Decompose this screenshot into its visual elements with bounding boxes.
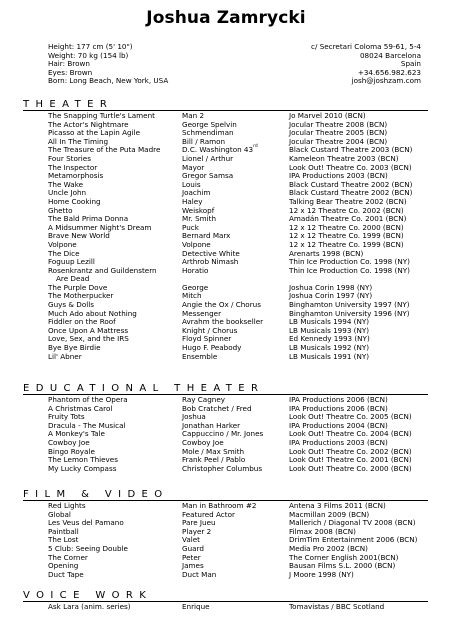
credit-company: J Moore 1998 (NY) [289, 569, 354, 579]
credit-role: Enrique [182, 602, 210, 611]
credit-role: Ray Cagney [182, 395, 225, 404]
credit-company: Media Pro 2002 (BCN) [289, 543, 368, 553]
credit-company: Jocular Theatre 2005 (BCN) [289, 128, 388, 138]
credit-title: Picasso at the Lapin Agile [48, 128, 140, 138]
credit-role: Bernard Marx [182, 231, 231, 241]
credit-role: Joshua [182, 412, 206, 422]
credit-title: The Lost [48, 535, 79, 545]
credit-title: The Inspector [48, 162, 98, 172]
credit-title: Lil' Abner [48, 351, 82, 361]
credit-role: Angie the Ox / Chorus [182, 300, 261, 310]
credit-title: Cowboy Joe [48, 437, 90, 447]
credit-role: Knight / Chorus [182, 325, 238, 335]
credit-row [0, 353, 452, 362]
credit-role: Haley [182, 196, 203, 206]
credit-role: Joachim [182, 188, 211, 198]
credit-role: George Spelvin [182, 119, 237, 129]
section-title: THEATER [23, 99, 114, 110]
credit-title: Brave New World [48, 231, 110, 241]
credit-title: My Lucky Compass [48, 463, 117, 473]
credit-title: Ghetto [48, 205, 73, 215]
personal-detail-line: Hair: Brown [48, 59, 90, 69]
credit-role: Arthrob Nimash [182, 257, 239, 267]
credit-company: Binghamton University 1996 (NY) [289, 308, 410, 318]
credit-title: Paintball [48, 526, 79, 536]
contact-detail-line: c/ Secretari Coloma 59-61, 5-4 [311, 42, 421, 51]
credit-title: Duct Tape [48, 569, 84, 579]
credit-company: Black Custard Theatre 2003 (BCN) [289, 145, 413, 155]
credit-title: Fruity Tots [48, 412, 85, 422]
section-title: VOICE WORK [23, 590, 153, 601]
credit-title: Red Lights [48, 501, 86, 510]
credit-company: Antena 3 Films 2011 (BCN) [289, 501, 386, 510]
credit-title: Opening [48, 561, 79, 571]
contact-detail-line: Spain [400, 59, 421, 69]
credit-company: IPA Productions 2006 (BCN) [289, 395, 388, 404]
credit-title: A Christmas Carol [48, 403, 113, 413]
credit-title: Home Cooking [48, 196, 101, 206]
credit-title: Volpone [48, 239, 77, 249]
personal-details [48, 43, 168, 86]
credit-company: LB Musicals 1994 (NY) [289, 317, 370, 327]
credit-role: Volpone [182, 239, 211, 249]
credit-role: Detective White [182, 248, 240, 258]
credit-company: The Corner English 2001(BCN) [289, 552, 399, 562]
credit-title: The Dice [48, 248, 80, 258]
credit-role: Duct Man [182, 569, 217, 579]
credit-title: Bye Bye Birdie [48, 343, 101, 353]
resume-name: Joshua Zamrycki [146, 8, 306, 28]
credit-title: The Motherpucker [48, 291, 114, 301]
credit-company: Jocular Theatre 2008 (BCN) [289, 119, 388, 129]
credit-company: Look Out! Theatre Co. 2002 (BCN) [289, 446, 412, 456]
credit-row [0, 465, 452, 474]
credit-title: Les Veus del Pamano [48, 518, 124, 528]
credit-company: Look Out! Theatre Co. 2000 (BCN) [289, 463, 412, 473]
credit-company: Thin Ice Production Co. 1998 (NY) [289, 265, 410, 275]
credit-title: Much Ado about Nothing [48, 308, 137, 318]
credit-role: Pare Jueu [182, 518, 216, 528]
credit-role: George [182, 282, 209, 292]
credit-role: Valet [182, 535, 200, 545]
contact-details [311, 43, 421, 86]
credit-company: DrimTim Entertainment 2006 (BCN) [289, 535, 418, 545]
credit-company: Mallerich / Diagonal TV 2008 (BCN) [289, 518, 416, 528]
credit-role: Cappuccino / Mr. Jones [182, 429, 264, 439]
credit-title: Ask Lara (anim. series) [48, 602, 131, 611]
credit-title: The Treasure of the Puta Madre [48, 145, 161, 155]
credit-company: Tomavistas / BBC Scotland [289, 602, 385, 611]
credit-company: 12 x 12 Theatre Co. 1999 (BCN) [289, 239, 404, 249]
credit-role: Player 2 [182, 526, 212, 536]
credit-company: Macmillan 2009 (BCN) [289, 509, 370, 519]
credit-company: IPA Productions 2004 (BCN) [289, 420, 388, 430]
credit-role: Featured Actor [182, 509, 235, 519]
personal-detail-line: Eyes: Brown [48, 67, 93, 77]
credit-role: Mitch [182, 291, 202, 301]
credit-title: All In The Timing [48, 136, 109, 146]
credit-company: Jo Marvel 2010 (BCN) [289, 111, 366, 120]
credit-title: Bingo Royale [48, 446, 95, 456]
credit-title: The Bald Prima Donna [48, 214, 129, 224]
credit-title: Phantom of the Opera [48, 395, 128, 404]
credit-company: Black Custard Theatre 2002 (BCN) [289, 179, 413, 189]
credit-title: Fiddler on the Roof [48, 317, 116, 327]
credit-role: Man 2 [182, 111, 205, 120]
credit-company: LB Musicals 1991 (NY) [289, 351, 370, 361]
credit-title: The Snapping Turtle's Lament [48, 111, 155, 120]
credit-title: The Actor's Nightmare [48, 119, 129, 129]
credit-row [0, 571, 452, 580]
credit-company: Ed Kennedy 1993 (NY) [289, 334, 370, 344]
credit-title: Uncle John [48, 188, 87, 198]
credit-role: Cowboy Joe [182, 437, 224, 447]
credit-company: LB Musicals 1992 (NY) [289, 343, 370, 353]
credit-company: Look Out! Theatre Co. 2004 (BCN) [289, 429, 412, 439]
credit-company: 12 x 12 Theatre Co. 2002 (BCN) [289, 205, 404, 215]
credit-company: Look Out! Theatre Co. 2003 (BCN) [289, 162, 412, 172]
credit-role: Mayor [182, 162, 205, 172]
credit-company: IPA Productions 2003 (BCN) [289, 171, 388, 181]
credit-company: Talking Bear Theatre 2002 (BCN) [289, 196, 407, 206]
credit-role: Gregor Samsa [182, 171, 234, 181]
credit-company: IPA Productions 2006 (BCN) [289, 403, 388, 413]
credit-title: The Lemon Thieves [48, 455, 118, 465]
credit-title: The Purple Dove [48, 282, 108, 292]
credit-role: Bob Cratchet / Fred [182, 403, 252, 413]
credit-role: Mr. Smith [182, 214, 216, 224]
credit-company: Bausan Films S.L. 2000 (BCN) [289, 561, 396, 571]
credit-role: Frank Peel / Pablo [182, 455, 246, 465]
credit-title: A Midsummer Night's Dream [48, 222, 152, 232]
credit-title: Are Dead [56, 274, 90, 284]
credit-title: Love, Sex, and the IRS [48, 334, 129, 344]
credit-company: Black Custard Theatre 2002 (BCN) [289, 188, 413, 198]
credit-role: James [182, 561, 204, 571]
credit-company: Jocular Theatre 2004 (BCN) [289, 136, 388, 146]
credit-role: Floyd Spinner [182, 334, 232, 344]
credit-title: Dracula - The Musical [48, 420, 126, 430]
credit-company: Look Out! Theatre Co. 2005 (BCN) [289, 412, 412, 422]
credit-role: Christopher Columbus [182, 463, 263, 473]
credit-title: Metamorphosis [48, 171, 104, 181]
credit-role: Schmendiman [182, 128, 234, 138]
credit-company: 12 x 12 Theatre Co. 2000 (BCN) [289, 222, 404, 232]
credit-role: Hugo F. Peabody [182, 343, 242, 353]
credit-title: The Corner [48, 552, 88, 562]
credit-role: Man in Bathroom #2 [182, 501, 257, 510]
credit-company: LB Musicals 1993 (NY) [289, 325, 370, 335]
credit-role: Ensemble [182, 351, 218, 361]
credit-role: Horatio [182, 265, 209, 275]
credit-company: Binghamton University 1997 (NY) [289, 300, 410, 310]
credit-title: 5 Club: Seeing Double [48, 543, 128, 553]
credit-role: Bill / Ramon [182, 136, 226, 146]
personal-detail-line: Born: Long Beach, New York, USA [48, 76, 169, 86]
credit-company: Joshua Corin 1997 (NY) [289, 291, 373, 301]
personal-detail-line: Weight: 70 kg (154 lb) [48, 50, 129, 60]
credit-role: Puck [182, 222, 199, 232]
credit-company: Kameleon Theatre 2003 (BCN) [289, 153, 399, 163]
credit-title: Rosenkrantz and Guildenstern [48, 265, 157, 275]
personal-detail-line: Height: 177 cm (5' 10") [48, 42, 133, 51]
credit-role: Louis [182, 179, 201, 189]
credit-role: Avrahm the bookseller [182, 317, 264, 327]
section-title: FILM & VIDEO [23, 489, 169, 500]
credit-title: Foguup Lezill [48, 257, 95, 267]
credit-company: Arenarts 1998 (BCN) [289, 248, 364, 258]
credit-role: Jonathan Harker [182, 420, 241, 430]
credit-row [0, 603, 452, 612]
section-title: EDUCATIONAL THEATER [23, 383, 265, 394]
credit-company: Thin Ice Production Co. 1998 (NY) [289, 257, 410, 267]
credit-role: Guard [182, 543, 204, 553]
credit-company: Amadán Theatre Co. 2001 (BCN) [289, 214, 407, 224]
credit-title: Global [48, 509, 71, 519]
contact-detail-line: josh@joshzam.com [351, 76, 421, 86]
credit-role: Peter [182, 552, 201, 562]
credit-title: Once Upon A Mattress [48, 325, 129, 335]
credit-role: Mole / Max Smith [182, 446, 245, 456]
credit-title: Four Stories [48, 153, 91, 163]
credit-role: Weiskopf [182, 205, 215, 215]
credit-role: D.C. Washington 43rd [182, 144, 258, 155]
credit-role: Messenger [182, 308, 222, 318]
credit-company: Joshua Corin 1998 (NY) [289, 282, 373, 292]
credit-title: The Wake [48, 179, 84, 189]
credit-company: Filmax 2008 (BCN) [289, 526, 356, 536]
credit-company: Look Out! Theatre Co. 2001 (BCN) [289, 455, 412, 465]
contact-detail-line: +34.656.982.623 [357, 67, 421, 77]
credit-role: Lionel / Arthur [182, 153, 234, 163]
credit-company: IPA Productions 2003 (BCN) [289, 437, 388, 447]
credit-title: Guys & Dolls [48, 300, 94, 310]
credit-title: A Monkey's Tale [48, 429, 105, 439]
contact-detail-line: 08024 Barcelona [359, 50, 421, 60]
credit-company: 12 x 12 Theatre Co. 1999 (BCN) [289, 231, 404, 241]
